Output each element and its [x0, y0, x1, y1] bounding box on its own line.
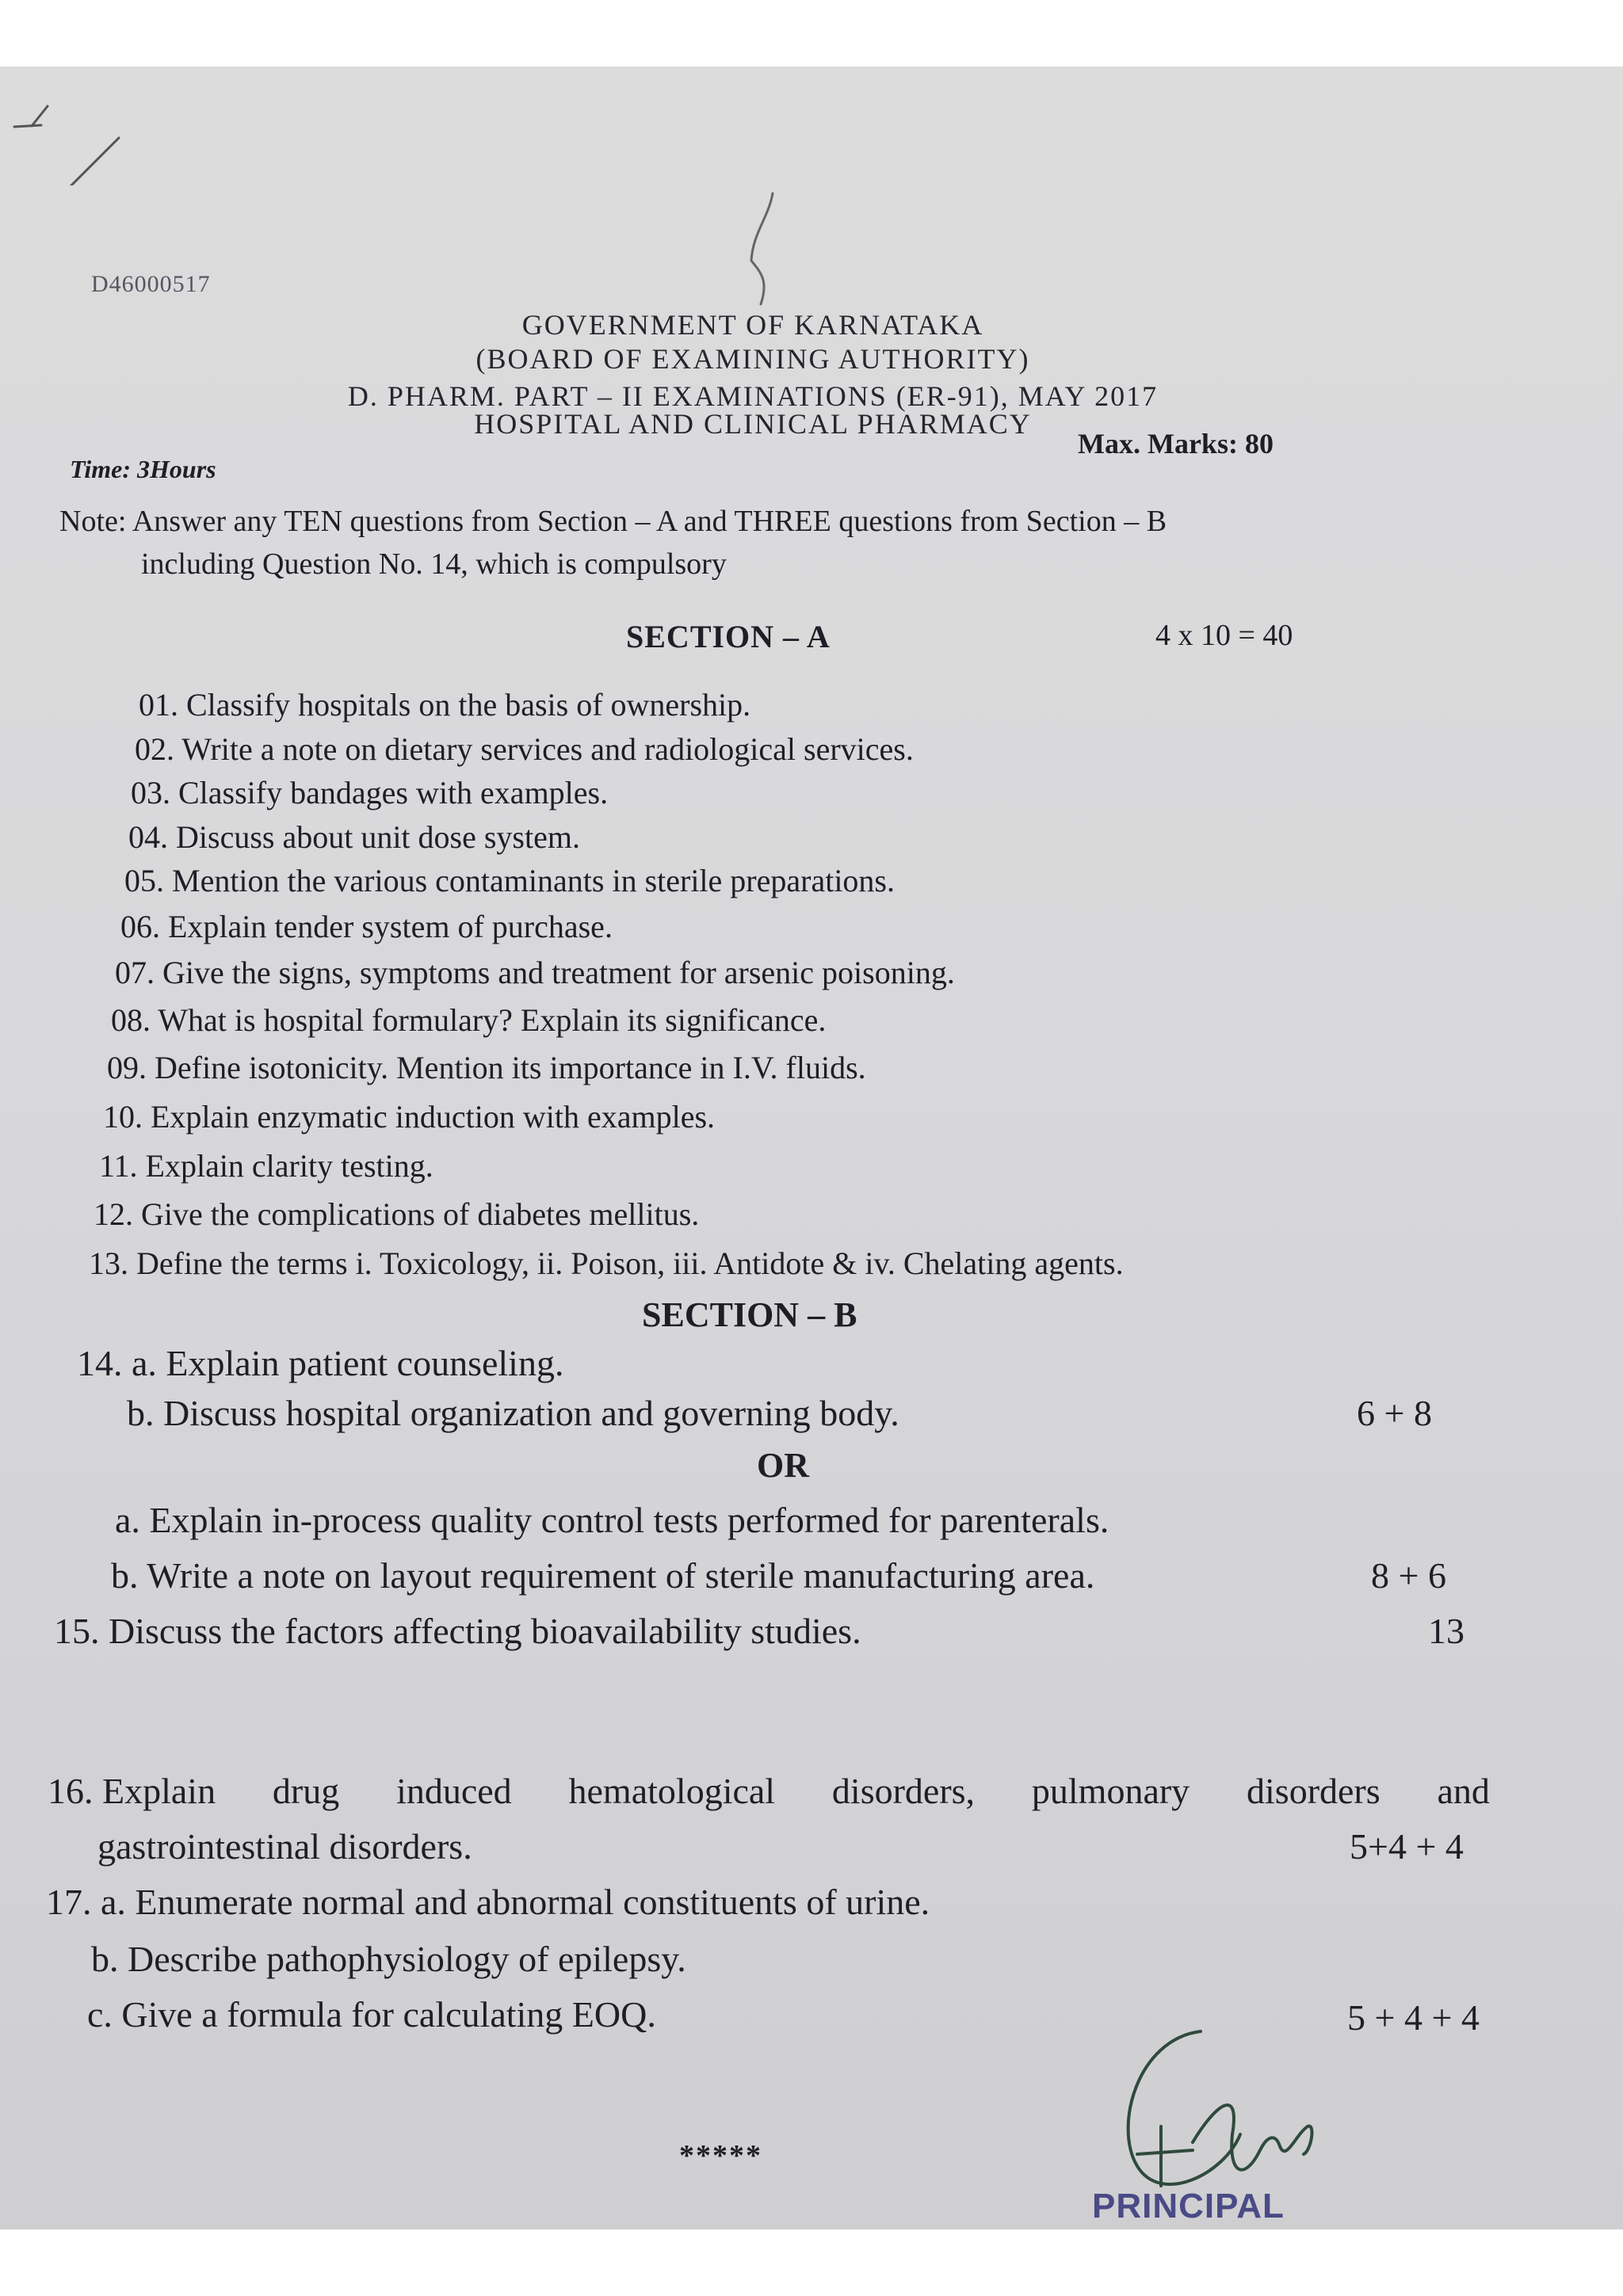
q16-word: induced: [396, 1771, 512, 1811]
q16-word: and: [1437, 1771, 1490, 1811]
question-item: 05. Mention the various contaminants in sterile preparations.: [124, 863, 895, 898]
principal-stamp: PRINCIPAL: [1092, 2187, 1285, 2225]
pencil-mark-icon: [0, 90, 127, 185]
question-14a: 14. a. Explain patient counseling.: [77, 1343, 564, 1383]
q16-word: disorders,: [831, 1771, 976, 1811]
time-allowed: Time: 3Hours: [70, 455, 216, 483]
tick-mark-icon: [737, 185, 792, 320]
question-15: 15. Discuss the factors affecting bioavailability studies.: [54, 1611, 861, 1651]
question-14a-alt: a. Explain in-process quality control tests performed for parenterals.: [115, 1500, 1109, 1540]
section-a-marks: 4 x 10 = 40: [1155, 619, 1293, 652]
note-line-2: including Question No. 14, which is compulsory: [141, 547, 727, 581]
q16-word: hematological: [568, 1771, 776, 1811]
question-item: 02. Write a note on dietary services and radiological services.: [135, 731, 914, 767]
question-item: 09. Define isotonicity. Mention its importance in I.V. fluids.: [107, 1050, 866, 1085]
section-b-title: SECTION – B: [642, 1295, 857, 1334]
question-14b-alt: b. Write a note on layout requirement of sterile manufacturing area.: [111, 1555, 1095, 1596]
question-item: 03. Classify bandages with examples.: [131, 775, 609, 810]
question-16-line-1: [48, 1770, 1490, 1812]
header-subject: HOSPITAL AND CLINICAL PHARMACY: [474, 408, 1032, 440]
question-item: 11. Explain clarity testing.: [99, 1148, 433, 1184]
header-board: (BOARD OF EXAMINING AUTHORITY): [475, 343, 1030, 375]
question-17b: b. Describe pathophysiology of epilepsy.: [91, 1939, 686, 1979]
question-item: 04. Discuss about unit dose system.: [128, 819, 580, 855]
question-17-marks: 5 + 4 + 4: [1347, 1997, 1480, 2038]
question-14b: b. Discuss hospital organization and governing body.: [127, 1393, 899, 1433]
paper-code: D46000517: [91, 271, 211, 297]
question-item: 07. Give the signs, symptoms and treatment for arsenic poisoning.: [115, 955, 955, 990]
section-a-title: SECTION – A: [626, 619, 831, 654]
end-stars: *****: [679, 2139, 762, 2172]
question-item: 12. Give the complications of diabetes mellitus.: [94, 1196, 700, 1232]
question-item: 08. What is hospital formulary? Explain its significance.: [111, 1002, 827, 1038]
q16-word: pulmonary: [1031, 1771, 1190, 1811]
question-17a: 17. a. Enumerate normal and abnormal constituents of urine.: [46, 1882, 930, 1922]
q16-word: disorders: [1247, 1771, 1381, 1811]
question-16-marks: 5+4 + 4: [1350, 1826, 1464, 1867]
question-15-marks: 13: [1428, 1611, 1465, 1651]
or-label: OR: [757, 1446, 809, 1485]
q16-word: drug: [272, 1771, 340, 1811]
question-17c: c. Give a formula for calculating EOQ.: [87, 1994, 656, 2035]
question-item: 06. Explain tender system of purchase.: [120, 909, 613, 944]
q16-word: 16. Explain: [48, 1771, 216, 1811]
question-16-line-2: gastrointestinal disorders.: [97, 1826, 472, 1867]
header-exam: D. PHARM. PART – II EXAMINATIONS (ER-91), MAY 2017: [347, 380, 1159, 412]
question-item: 01. Classify hospitals on the basis of ownership.: [139, 687, 751, 723]
question-item: 13. Define the terms i. Toxicology, ii. Poison, iii. Antidote & iv. Chelating agents.: [89, 1245, 1124, 1281]
question-item: 10. Explain enzymatic induction with examples.: [103, 1099, 716, 1135]
max-marks: Max. Marks: 80: [1078, 428, 1274, 460]
question-14-marks: 6 + 8: [1357, 1393, 1432, 1433]
exam-paper: [0, 67, 1623, 2229]
question-14-alt-marks: 8 + 6: [1371, 1555, 1446, 1596]
note-line-1: Note: Answer any TEN questions from Section – A and THREE questions from Section – B: [59, 505, 1167, 538]
header-government: GOVERNMENT OF KARNATAKA: [521, 309, 984, 341]
